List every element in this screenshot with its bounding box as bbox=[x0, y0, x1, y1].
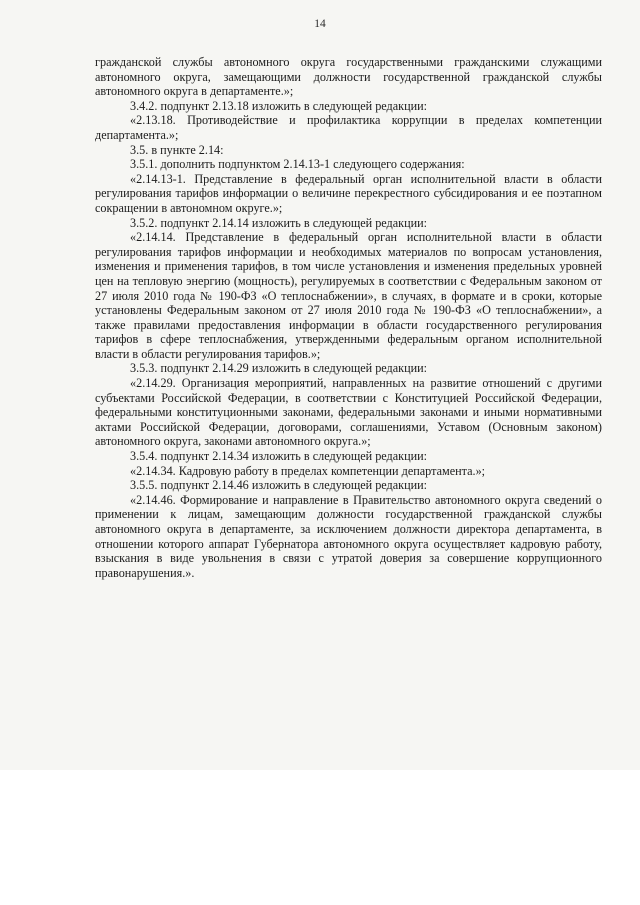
paragraph: гражданской службы автономного округа государственными гражданскими служащими автономного округа, замещающими должности государственной гражданской службы автономного округа в департаменте.»; bbox=[95, 55, 602, 99]
paragraph: «2.14.14. Представление в федеральный орган исполнительной власти в области регулирования тарифов информации и необходимых материалов по вопросам установления, изменения и применения тарифов, в том числе установления и изменения предельных уровней цен на тепловую энергию (мощность), регулируемых в соответствии с Федеральным законом от 27 июля 2010 года № 190-ФЗ «О теплоснабжении», в случаях, в формате и в сроки, которые установлены Федеральным законом от 27 июля 2010 года № 190-ФЗ «О теплоснабжении», а также правилами предоставления информации в области государственного регулирования тарифов в сфере теплоснабжения, утвержденными федеральным органом исполнительной власти в области регулирования тарифов.»; bbox=[95, 230, 602, 361]
paragraph: «2.13.18. Противодействие и профилактика коррупции в пределах компетенции департамента.»; bbox=[95, 113, 602, 142]
blank-area bbox=[0, 770, 640, 905]
paragraph: 3.4.2. подпункт 2.13.18 изложить в следующей редакции: bbox=[130, 98, 428, 113]
paragraph: 3.5.3. подпункт 2.14.29 изложить в следующей редакции: bbox=[130, 361, 428, 376]
paragraph: 3.5.2. подпункт 2.14.14 изложить в следующей редакции: bbox=[130, 215, 428, 230]
paragraph: 3.5.4. подпункт 2.14.34 изложить в следующей редакции: bbox=[130, 449, 428, 464]
paragraph: «2.14.13-1. Представление в федеральный орган исполнительной власти в области регулирования тарифов информации о величине перекрестного субсидирования и ее поэтапном сокращении в автономном округе.»; bbox=[95, 171, 602, 215]
paragraph: «2.14.29. Организация мероприятий, направленных на развитие отношений с другими субъектами Российской Федерации, в соответствии с Конституцией Российской Федерации, федеральными конституционными законами, федеральными законами и иными нормативными актами Российской Федерации, договорами, соглашениями, Уставом (Основным законом) автономного округа, законами автономного округа.»; bbox=[95, 376, 602, 449]
paragraph: 3.5.1. дополнить подпунктом 2.14.13-1 следующего содержания: bbox=[130, 157, 465, 172]
page-number: 14 bbox=[314, 18, 326, 30]
paragraph: «2.14.46. Формирование и направление в Правительство автономного округа сведений о применении к лицам, замещающим должности государственной гражданской службы автономного округа в департаменте, за исключением должности директора департамента, в отношении которого аппарат Губернатора автономного округа осуществляет кадровую работу, взыскания в виде увольнения в связи с утратой доверия за совершение коррупционного правонарушения.». bbox=[95, 492, 602, 580]
paragraph: 3.5.5. подпункт 2.14.46 изложить в следующей редакции: bbox=[130, 478, 428, 493]
paragraph: «2.14.34. Кадровую работу в пределах компетенции департамента.»; bbox=[130, 463, 486, 478]
paragraph: 3.5. в пункте 2.14: bbox=[130, 142, 224, 157]
document-body bbox=[95, 55, 602, 580]
